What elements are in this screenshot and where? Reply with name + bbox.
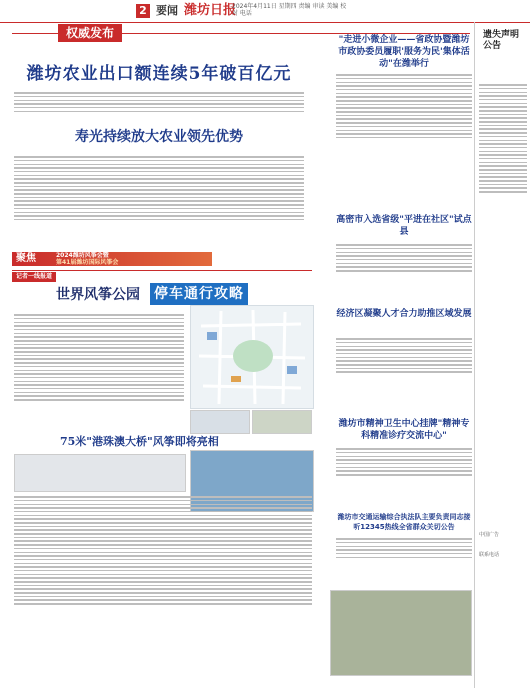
notice-list: [479, 82, 527, 472]
article-body: [336, 336, 472, 416]
headline-economic-zone: 经济区凝聚人才合力助推区域发展: [336, 309, 472, 319]
headline-traffic-enforcement: 潍坊市交通运输综合执法队主要负责同志接听12345热线全省群众关切公告: [337, 513, 471, 531]
banner-line2: 第41届潍坊国际风筝会: [56, 259, 119, 266]
special-banner: [12, 252, 212, 266]
parking-map: [190, 305, 314, 409]
headline-shouguang: 寿光持续放大农业领先优势: [75, 129, 243, 145]
sidebar-heading: 遗失声明公告: [483, 30, 520, 51]
headline-mental-health: 潍坊市精神卫生中心挂牌"精神专科精准诊疗交流中心": [338, 419, 470, 441]
headline-parking-guide: 停车通行攻略: [150, 283, 248, 305]
article-body: [14, 312, 184, 430]
article-body: [336, 446, 472, 510]
section-name: 要闻: [156, 4, 178, 17]
article-body: [336, 72, 472, 210]
headline-gaomi: 高密市入选省级"平进在社区"试点县: [336, 215, 472, 237]
photo: [330, 590, 472, 676]
article-body: [14, 154, 304, 244]
article-body: [336, 242, 472, 306]
paper-logo: 潍坊日报: [184, 3, 237, 18]
banner-line1: 2024潍坊风筝会暨: [56, 252, 109, 259]
report-ribbon: 记者一线报道: [12, 272, 56, 282]
photo: [252, 410, 312, 434]
divider: [12, 270, 312, 271]
page-number: 2: [136, 4, 150, 18]
ad-label: 中国广告: [479, 532, 500, 538]
ad-sidebar: [474, 22, 530, 688]
section-tag: 权威发布: [58, 24, 122, 42]
page-header: [0, 0, 530, 23]
article-body: [14, 90, 304, 120]
date-line: 2024年4月11日 星期四 责编 审读 美编 校对 电话: [232, 3, 347, 17]
banner-big: 聚焦: [16, 253, 36, 264]
article-body: [336, 536, 472, 586]
headline-agri-export: 潍坊农业出口额连续5年破百亿元: [26, 64, 292, 84]
photo: [14, 454, 186, 492]
headline-kite-park: 世界风筝公园: [56, 287, 140, 303]
article-body: [14, 494, 312, 684]
headline-cppcc: "走进小微企业——省政协暨潍坊市政协委员履职'服务为民'集体活动"在潍举行: [338, 35, 470, 69]
phone-label: 联系电话: [479, 552, 500, 558]
photo: [190, 410, 250, 434]
map-graphic: [191, 306, 313, 408]
headline-bridge-kite: 75米"港珠澳大桥"风筝即将亮相: [60, 435, 219, 448]
